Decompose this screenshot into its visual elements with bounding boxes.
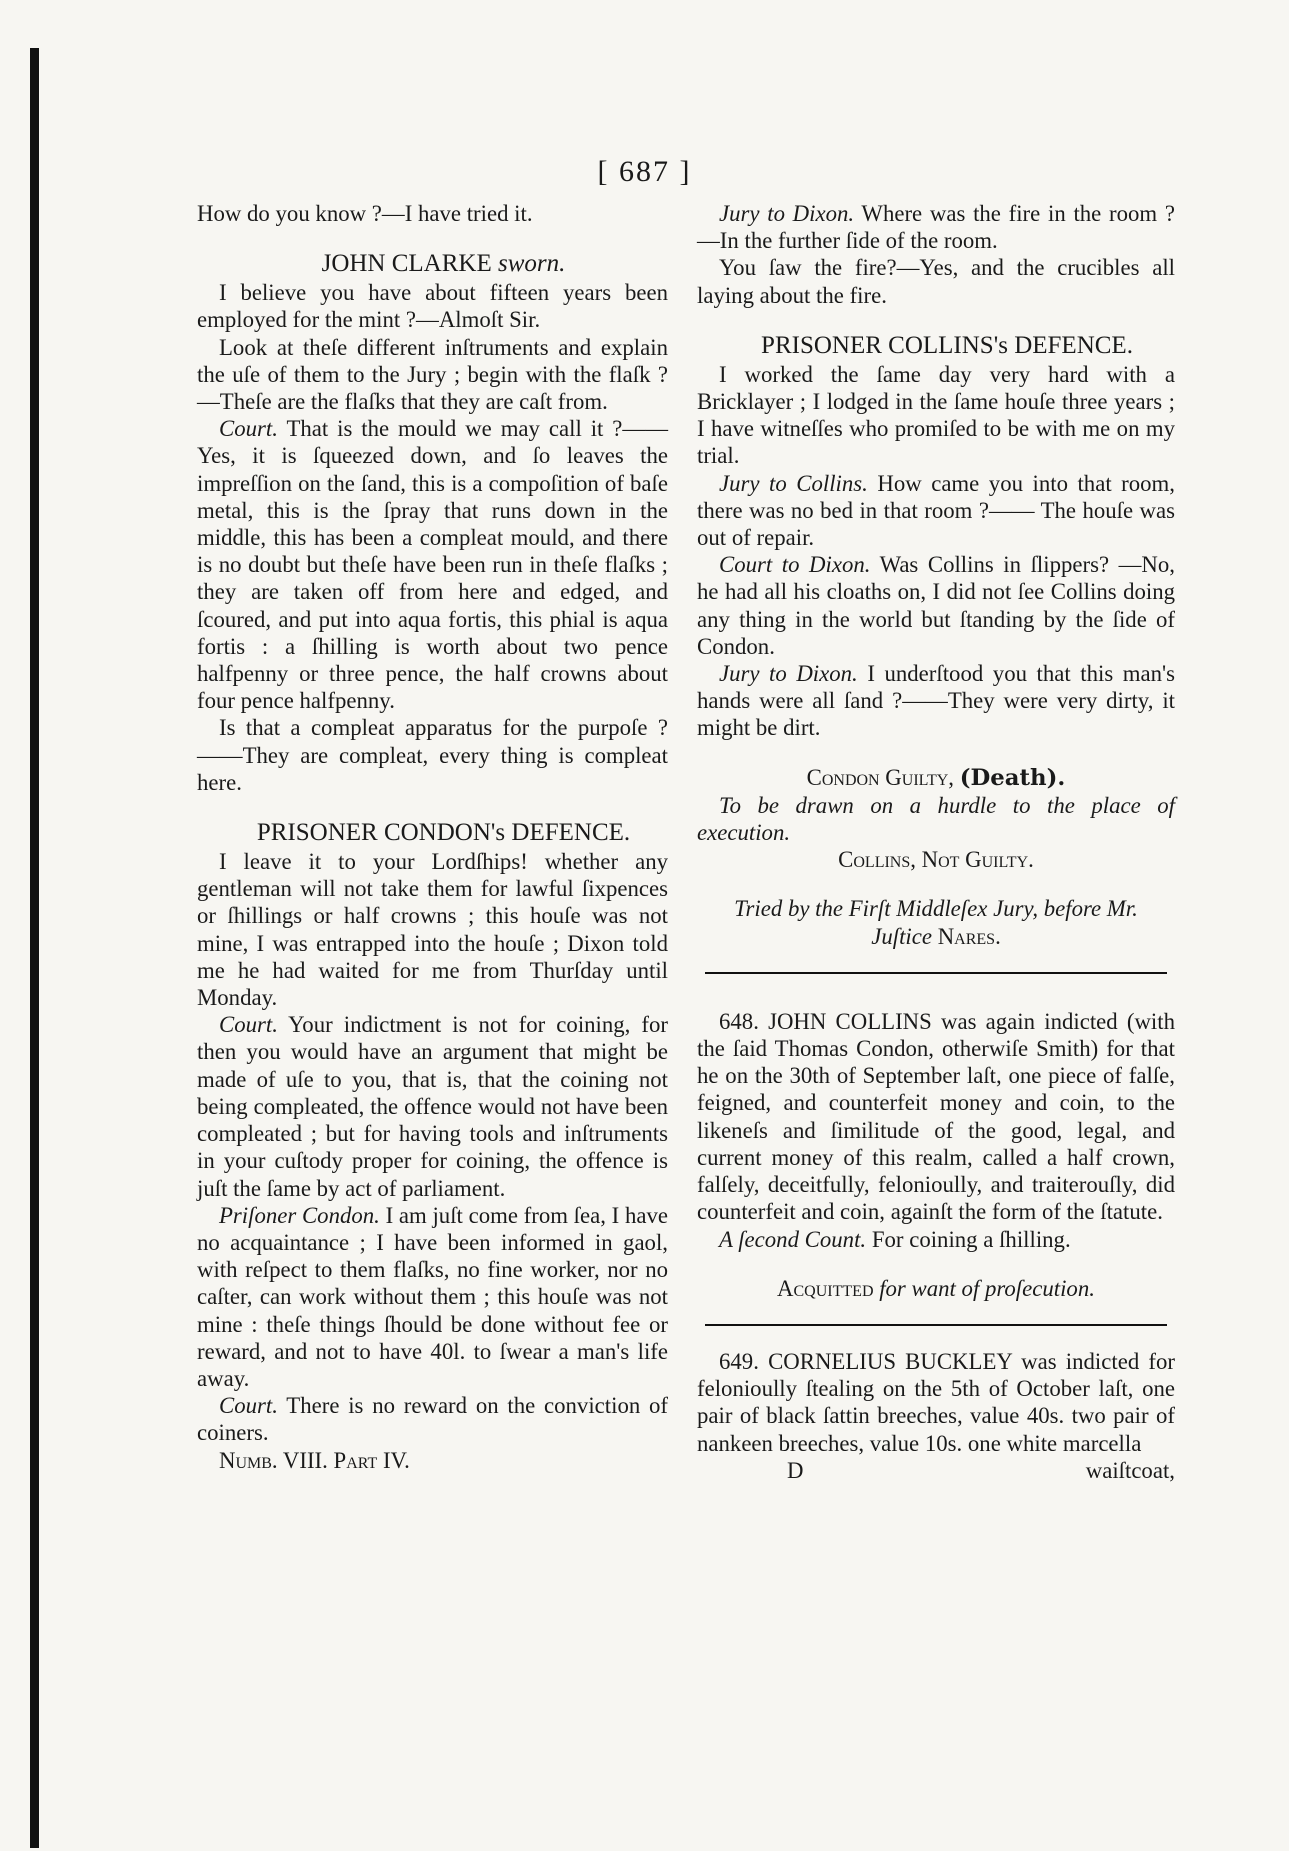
speech-text: I am juſt come from ſea, I have no acquaintance ; I have been informed in gaol, with reſpect to them flaſks, no fine worker, nor no caſter, can work without them ; this houſe was not mine : theſe things ſhould be done without fee or reward, and not to have 40l. to ſwear a man's life away. (197, 1202, 669, 1391)
speech-text: Was Collins in ſlippers? —No, he had all his cloaths on, I did not ſee Collins doing any thing in the world but ſtanding by the ſide of Condon. (697, 552, 1175, 659)
speaker-label: Priſoner Condon. (219, 1202, 380, 1228)
count-label: A ſecond Count. (719, 1226, 867, 1252)
case-648: 648. JOHN COLLINS was again indicted (with the ſaid Thomas Condon, otherwiſe Smith) for that he on the 30th of September laſt, one piece of falſe, feigned, and counterfeit money and coin, to the likeneſs and ſimilitude of the good, legal, and current money of this realm, called a half crown, falſely, deceitfully, felonioully, and traiterouſly, did counterfeit and coin, againſt the form of the ſtatute. (697, 1008, 1175, 1225)
tried-line (697, 895, 1175, 949)
defence-heading: PRISONER CONDON's DEFENCE. (256, 819, 631, 847)
witness-heading (197, 249, 668, 279)
signature-mark: D (787, 1457, 804, 1483)
paragraph: How do you know ?—I have tried it. (197, 201, 533, 226)
speaker-label: Jury to Collins. (719, 470, 868, 496)
paragraph: I believe you have about fifteen years been employed for the mint ?—Almoſt Sir. (197, 280, 668, 333)
paragraph: Is that a compleat apparatus for the purpoſe ?——They are compleat, every thing is compleat here. (197, 715, 668, 795)
speaker-label: Jury to Dixon. (719, 661, 858, 687)
speech-text: I underſtood you that this man's hands were all ſand ?——They were very dirty, it might be dirt. (697, 661, 1175, 741)
speech-text: How came you into that room, there was no bed in that room ?—— The houſe was out of repair. (697, 470, 1175, 551)
catchword: waiſtcoat, (1085, 1457, 1175, 1483)
paragraph (697, 470, 1175, 552)
verdict-collins: Collins, Not Guilty. (838, 847, 1034, 873)
paragraph (697, 200, 1175, 254)
page-number: [ 687 ] (597, 155, 692, 188)
verdict-detail: To be drawn on a hurdle to the place of execution. (697, 792, 1175, 846)
speech-text: Your indictment is not for coining, for then you would have an argument that might be made of uſe to you, that is, that the coining not being compleated, the offence would not have been compleated ; but for having tools and inſtruments in your cuſtody proper for coining, the offence is juſt the ſame by act of parliament. (197, 1012, 669, 1201)
acquittal-word: Acquitted (777, 1275, 874, 1301)
case-649: 649. CORNELIUS BUCKLEY was indicted for felonioully ſtealing on the 5th of October laſt, one pair of black ſattin breeches, value 40s. two pair of nankeen breeches, value 10s. one white marcella (697, 1348, 1175, 1456)
paragraph (697, 660, 1175, 742)
speech-text: Where was the fire in the room ?—In the further ſide of the room. (697, 201, 1175, 254)
paragraph (697, 551, 1175, 660)
witness-sworn: sworn. (498, 250, 566, 278)
verdict-name: Condon Guilty, (806, 764, 954, 790)
signature-row (697, 1457, 1175, 1484)
speaker-label: Court. (219, 1393, 278, 1419)
right-column (697, 200, 1175, 1484)
paragraph (197, 415, 668, 714)
signature-footer: Numb. VIII. Part IV. (219, 1447, 410, 1473)
judge-name: Nares. (937, 923, 1001, 949)
paragraph: I leave it to your Lordſhips! whether any gentleman will not take them for lawful ſixpences or ſhillings or half crowns ; this houſe was not mine, I was entrapped into the houſe ; Dixon told me he had waited for me from Thurſday until Monday. (197, 849, 668, 1011)
speaker-label: Court to Dixon. (719, 552, 871, 578)
acquittal-reason: for want of proſecution. (879, 1275, 1095, 1301)
defence-heading: PRISONER COLLINS's DEFENCE. (761, 331, 1133, 359)
speaker-label: Court. (219, 1012, 278, 1038)
paragraph (197, 1392, 668, 1446)
left-column (197, 200, 668, 1474)
tried-text: Juſtice (871, 923, 932, 949)
paragraph (197, 1011, 668, 1201)
paragraph (197, 1202, 668, 1392)
paragraph (697, 1226, 1175, 1253)
paragraph: I worked the ſame day very hard with a Bricklayer ; I lodged in the ſame houſe three years ; I have witneſſes who promiſed to be with me on my trial. (697, 361, 1175, 469)
speaker-label: Court. (219, 416, 278, 442)
acquittal-line (697, 1275, 1175, 1302)
tried-text: Tried by the Firſt Middleſex Jury, before Mr. (734, 896, 1138, 922)
count-text: For coining a ſhilling. (871, 1226, 1071, 1252)
witness-name: JOHN CLARKE (321, 250, 492, 278)
speech-text: There is no reward on the conviction of coiners. (197, 1393, 669, 1446)
paragraph: Look at theſe different inſtruments and explain the uſe of them to the Jury ; begin with the flaſk ?—Theſe are the flaſks that they are caſt from. (197, 334, 668, 415)
verdict-sentence: (Death). (959, 764, 1066, 791)
page-binding-edge (30, 48, 39, 1848)
paragraph: You ſaw the fire?—Yes, and the crucibles all laying about the fire. (697, 255, 1175, 308)
speaker-label: Jury to Dixon. (719, 201, 855, 226)
verdict-condon (697, 764, 1175, 792)
speech-text: That is the mould we may call it ?——Yes, it is ſqueezed down, and ſo leaves the impreſſion on the ſand, this is a compoſition of baſe metal, this is the ſpray that runs down in the middle, this has been a compleat mould, and there is no doubt but theſe have been run in theſe flaſks ; they are taken off from here and edged, and ſcoured, and put into aqua fortis, this phial is aqua fortis : a ſhilling is worth about two pence halfpenny or three pence, the half crowns about four pence halfpenny. (197, 416, 668, 714)
